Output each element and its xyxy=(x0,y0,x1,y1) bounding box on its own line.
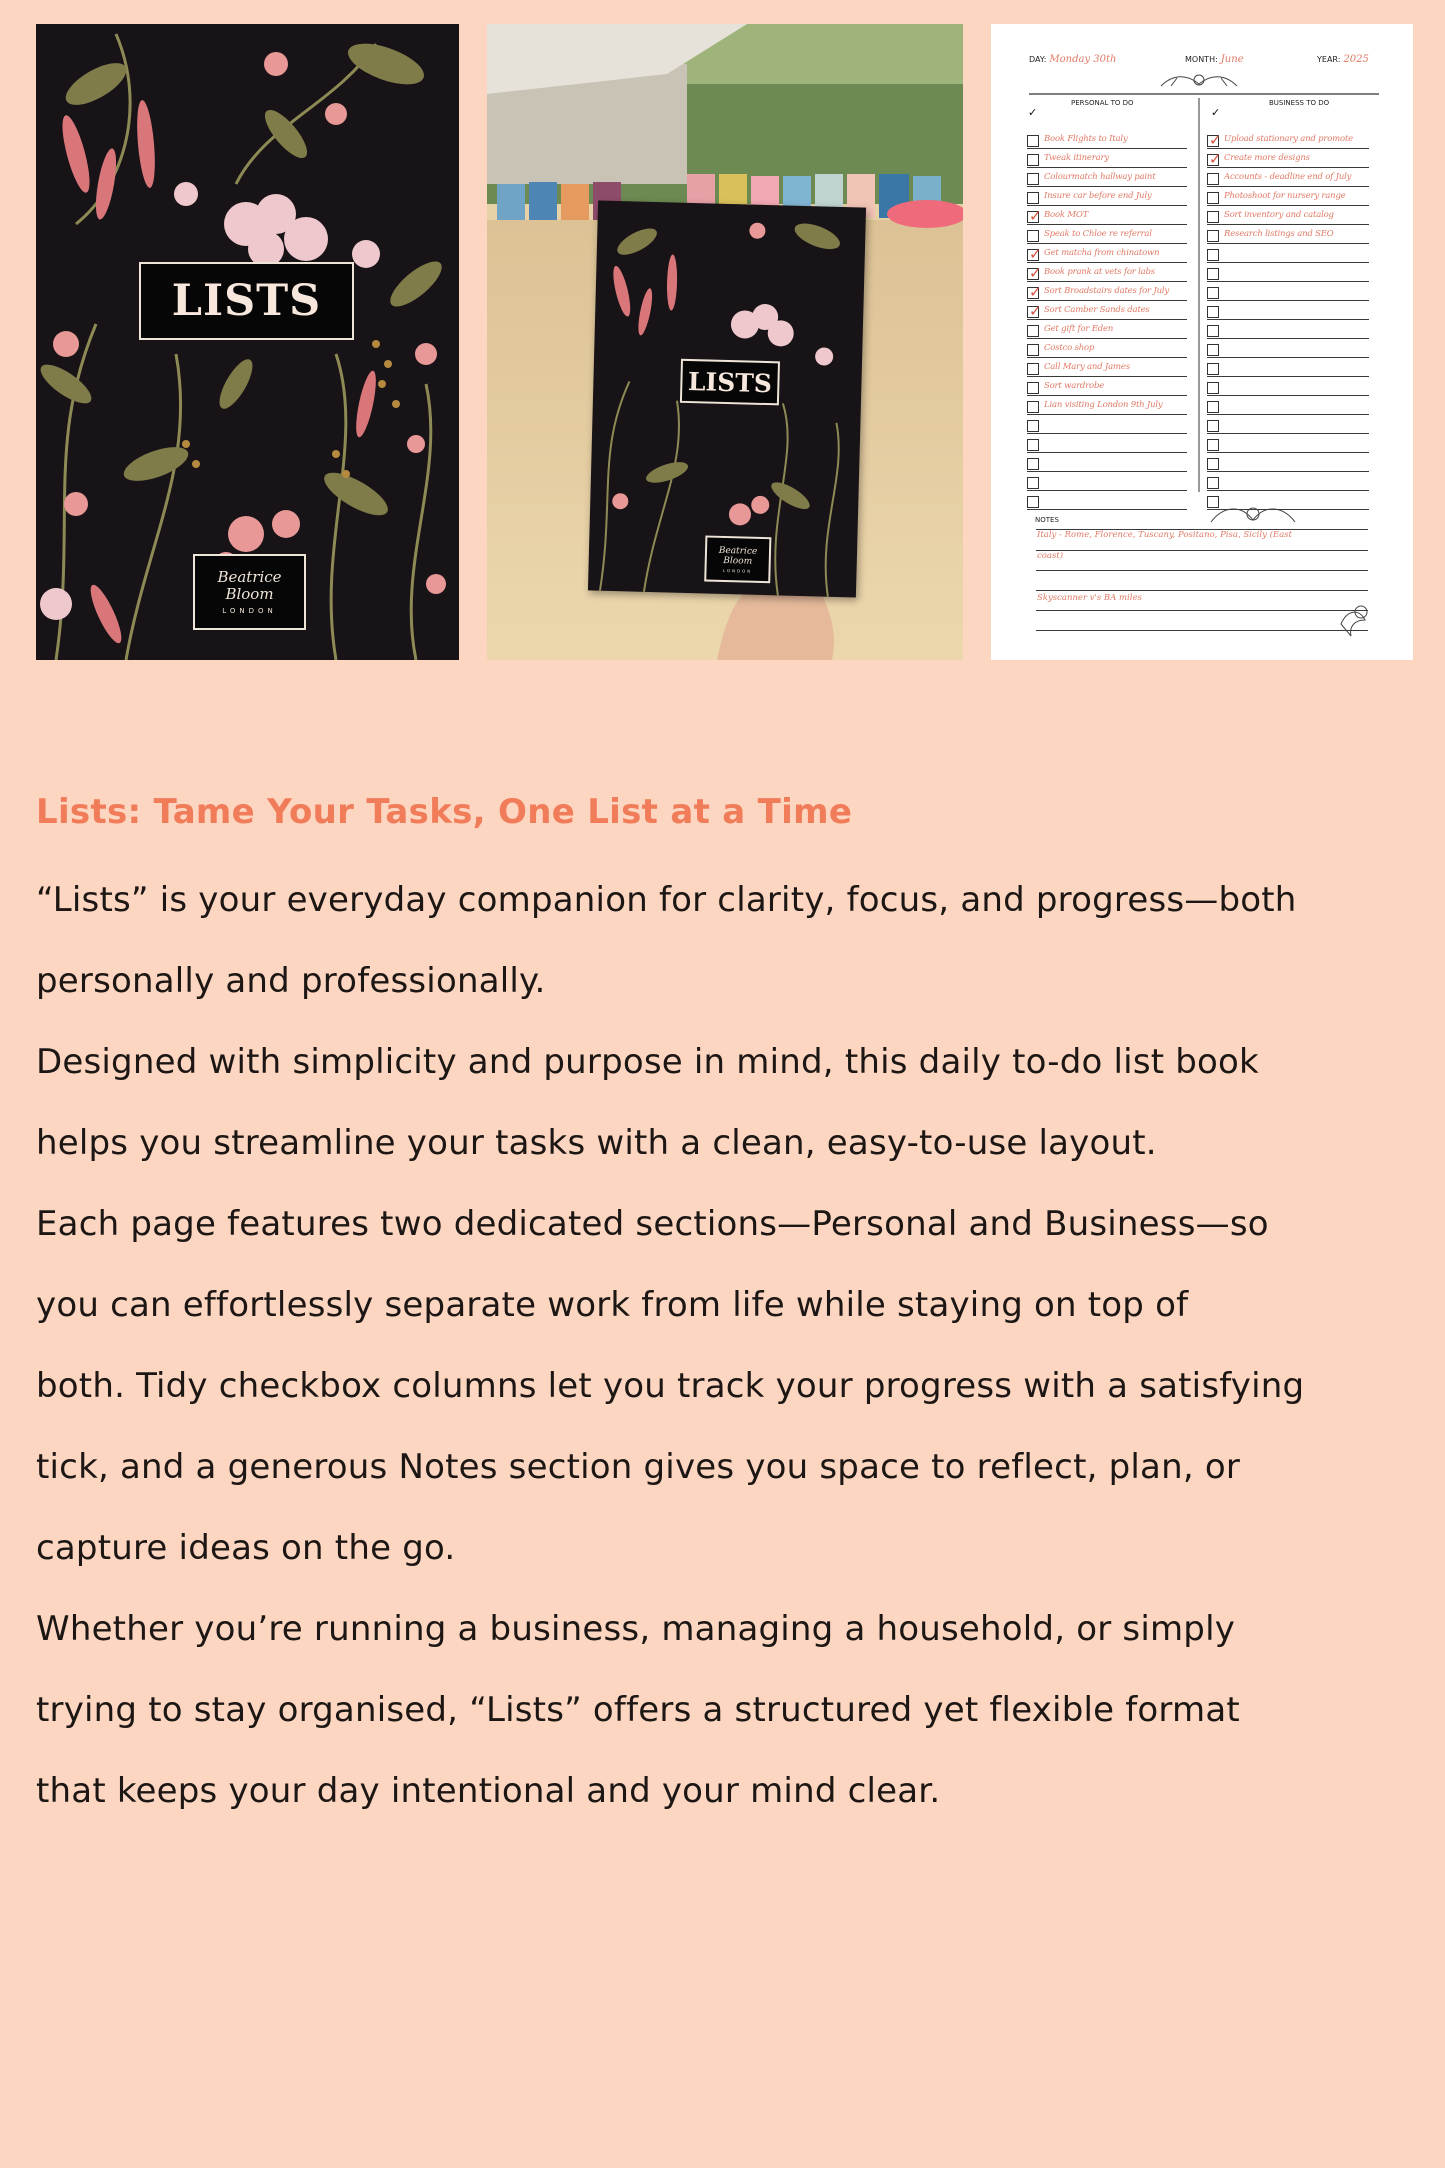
business-item-row xyxy=(1207,282,1369,301)
description-line: Whether you’re running a business, managing a household, or simply xyxy=(36,1609,1236,1649)
business-item-checkbox[interactable] xyxy=(1207,496,1219,508)
personal-item-checkbox[interactable] xyxy=(1027,154,1039,166)
check-icon: ✓ xyxy=(1029,245,1042,263)
business-item-row xyxy=(1207,168,1369,187)
personal-item-row xyxy=(1027,415,1187,434)
personal-header-tick-icon: ✓ xyxy=(1028,106,1038,119)
personal-item-checkbox[interactable] xyxy=(1027,302,1042,320)
personal-item-row xyxy=(1027,434,1187,453)
personal-item-text: Book MOT xyxy=(1044,210,1089,220)
personal-item-row xyxy=(1027,168,1187,187)
description-line: capture ideas on the go. xyxy=(36,1528,456,1568)
business-item-checkbox[interactable] xyxy=(1207,401,1219,413)
brand-logo xyxy=(193,554,306,630)
business-item-checkbox[interactable] xyxy=(1207,477,1219,489)
personal-item-text: Call Mary and James xyxy=(1044,362,1130,372)
personal-item-checkbox[interactable] xyxy=(1027,363,1039,375)
planner-page xyxy=(991,24,1413,660)
personal-item-checkbox[interactable] xyxy=(1027,401,1039,413)
beach-photo xyxy=(487,24,963,660)
description-line: that keeps your day intentional and your mind clear. xyxy=(36,1771,941,1811)
business-item-row xyxy=(1207,453,1369,472)
personal-item-row xyxy=(1027,301,1187,320)
personal-item-checkbox[interactable] xyxy=(1027,344,1039,356)
business-item-checkbox[interactable] xyxy=(1207,382,1219,394)
business-item-checkbox[interactable] xyxy=(1207,131,1222,149)
book-brand-city: LONDON xyxy=(722,567,753,574)
personal-item-row xyxy=(1027,377,1187,396)
business-item-text: Create more designs xyxy=(1224,153,1310,163)
description-line: tick, and a generous Notes section gives you space to reflect, plan, or xyxy=(36,1447,1241,1487)
business-item-checkbox[interactable] xyxy=(1207,439,1219,451)
check-icon: ✓ xyxy=(1029,302,1042,320)
personal-item-checkbox[interactable] xyxy=(1027,192,1039,204)
business-item-row xyxy=(1207,339,1369,358)
business-item-row xyxy=(1207,130,1369,149)
business-item-row xyxy=(1207,206,1369,225)
personal-item-row xyxy=(1027,491,1187,510)
personal-item-row xyxy=(1027,263,1187,282)
business-item-row xyxy=(1207,320,1369,339)
personal-item-row xyxy=(1027,339,1187,358)
personal-item-text: Lian visiting London 9th July xyxy=(1044,400,1163,410)
business-item-checkbox[interactable] xyxy=(1207,287,1219,299)
business-item-checkbox[interactable] xyxy=(1207,173,1219,185)
description-line: you can effortlessly separate work from life while staying on top of xyxy=(36,1285,1189,1325)
personal-item-row xyxy=(1027,149,1187,168)
description-line: trying to stay organised, “Lists” offers a structured yet flexible format xyxy=(36,1690,1240,1730)
personal-item-text: Book prank at vets for labs xyxy=(1044,267,1155,277)
business-item-text: Sort inventory and catalog xyxy=(1224,210,1334,220)
check-icon: ✓ xyxy=(1209,131,1222,149)
notes-rule xyxy=(1036,570,1368,571)
business-item-checkbox[interactable] xyxy=(1207,344,1219,356)
business-item-checkbox[interactable] xyxy=(1207,306,1219,318)
business-item-checkbox[interactable] xyxy=(1207,325,1219,337)
personal-item-checkbox[interactable] xyxy=(1027,245,1042,263)
cover-image xyxy=(36,24,459,660)
personal-item-text: Get gift for Eden xyxy=(1044,324,1114,334)
personal-item-checkbox[interactable] xyxy=(1027,458,1039,470)
business-item-text: Research listings and SEO xyxy=(1224,229,1334,239)
business-item-row xyxy=(1207,358,1369,377)
year-value: 2025 xyxy=(1343,54,1369,65)
personal-item-checkbox[interactable] xyxy=(1027,173,1039,185)
notes-rule xyxy=(1036,550,1368,551)
personal-item-text: Colourmatch hallway paint xyxy=(1044,172,1156,182)
personal-item-row xyxy=(1027,320,1187,339)
product-description xyxy=(36,860,1416,1832)
personal-item-checkbox[interactable] xyxy=(1027,325,1039,337)
description-line: Designed with simplicity and purpose in mind, this daily to-do list book xyxy=(36,1042,1259,1082)
personal-item-checkbox[interactable] xyxy=(1027,283,1042,301)
cover-title-label: LISTS xyxy=(139,262,354,340)
business-item-row xyxy=(1207,377,1369,396)
personal-item-row xyxy=(1027,396,1187,415)
personal-item-row xyxy=(1027,358,1187,377)
brand-name-line2: Bloom xyxy=(225,585,274,603)
check-icon: ✓ xyxy=(1029,264,1042,282)
business-item-row xyxy=(1207,472,1369,491)
description-line: both. Tidy checkbox columns let you track your progress with a satisfying xyxy=(36,1366,1305,1406)
personal-item-checkbox[interactable] xyxy=(1027,496,1039,508)
personal-item-row xyxy=(1027,244,1187,263)
business-section-title: BUSINESS TO DO xyxy=(1269,99,1330,107)
business-item-checkbox[interactable] xyxy=(1207,230,1219,242)
notes-rule xyxy=(1036,590,1368,591)
personal-item-text: Tweak itinerary xyxy=(1044,153,1109,163)
business-item-checkbox[interactable] xyxy=(1207,211,1219,223)
check-icon: ✓ xyxy=(1029,207,1042,225)
notes-rule xyxy=(1036,630,1368,631)
book-brand-line2: Bloom xyxy=(723,555,753,567)
notes-line-1: Italy - Rome, Florence, Tuscany, Positano, Pisa, Sicily (East xyxy=(1037,530,1292,540)
business-item-row xyxy=(1207,434,1369,453)
business-item-text: Photoshoot for nursery range xyxy=(1224,191,1346,201)
business-item-checkbox[interactable] xyxy=(1207,192,1219,204)
personal-item-text: Sort Broadstairs dates for July xyxy=(1044,286,1169,296)
description-line: personally and professionally. xyxy=(36,961,546,1001)
book-brand-logo xyxy=(704,535,771,583)
description-line: helps you streamline your tasks with a clean, easy-to-use layout. xyxy=(36,1123,1157,1163)
description-line: “Lists” is your everyday companion for clarity, focus, and progress—both xyxy=(36,880,1297,920)
personal-item-checkbox[interactable] xyxy=(1027,135,1039,147)
business-item-row xyxy=(1207,225,1369,244)
personal-item-row xyxy=(1027,130,1187,149)
personal-item-row xyxy=(1027,453,1187,472)
notes-rule xyxy=(1036,610,1368,611)
notes-line-2: coast) xyxy=(1037,551,1064,561)
business-item-checkbox[interactable] xyxy=(1207,363,1219,375)
business-item-row xyxy=(1207,244,1369,263)
brand-city: LONDON xyxy=(222,607,277,615)
personal-item-checkbox[interactable] xyxy=(1027,420,1039,432)
personal-item-row xyxy=(1027,225,1187,244)
book-title-label: LISTS xyxy=(680,359,780,406)
business-item-checkbox[interactable] xyxy=(1207,249,1219,261)
business-header-tick-icon: ✓ xyxy=(1211,106,1221,119)
check-icon: ✓ xyxy=(1209,150,1222,168)
description-line: Each page features two dedicated sections—Personal and Business—so xyxy=(36,1204,1269,1244)
business-item-row xyxy=(1207,415,1369,434)
business-item-row xyxy=(1207,149,1369,168)
personal-item-checkbox[interactable] xyxy=(1027,264,1042,282)
business-item-row xyxy=(1207,491,1369,510)
personal-item-text: Book Flights to Italy xyxy=(1044,134,1128,144)
business-item-text: Upload stationary and promote xyxy=(1224,134,1353,144)
business-item-row xyxy=(1207,396,1369,415)
personal-item-checkbox[interactable] xyxy=(1027,207,1042,225)
business-item-checkbox[interactable] xyxy=(1207,420,1219,432)
day-value: Monday 30th xyxy=(1049,54,1117,65)
business-item-checkbox[interactable] xyxy=(1207,268,1219,280)
business-item-checkbox[interactable] xyxy=(1207,458,1219,470)
business-item-row xyxy=(1207,263,1369,282)
year-label: YEAR: xyxy=(1317,55,1341,64)
book-brand-line1: Beatrice xyxy=(718,545,758,557)
business-item-text: Accounts - deadline end of July xyxy=(1224,172,1352,182)
personal-item-text: Speak to Chloe re referral xyxy=(1044,229,1152,239)
book-in-hand xyxy=(588,201,866,598)
month-value: June xyxy=(1220,54,1244,65)
personal-item-checkbox[interactable] xyxy=(1027,230,1039,242)
month-label: MONTH: xyxy=(1185,55,1218,64)
personal-item-text: Sort Camber Sands dates xyxy=(1044,305,1150,315)
personal-item-row xyxy=(1027,187,1187,206)
business-item-checkbox[interactable] xyxy=(1207,150,1222,168)
check-icon: ✓ xyxy=(1029,283,1042,301)
personal-item-row xyxy=(1027,472,1187,491)
personal-section-title: PERSONAL TO DO xyxy=(1071,99,1134,107)
personal-item-checkbox[interactable] xyxy=(1027,382,1039,394)
personal-item-text: Sort wardrobe xyxy=(1044,381,1105,391)
personal-item-row xyxy=(1027,282,1187,301)
notes-line-3: Skyscanner v's BA miles xyxy=(1037,593,1142,603)
business-item-row xyxy=(1207,301,1369,320)
personal-item-text: Insure car before end July xyxy=(1044,191,1152,201)
business-item-row xyxy=(1207,187,1369,206)
personal-item-checkbox[interactable] xyxy=(1027,439,1039,451)
personal-item-text: Costco shop xyxy=(1044,343,1095,353)
product-heading: Lists: Tame Your Tasks, One List at a Time xyxy=(36,792,853,832)
personal-item-text: Get matcha from chinatown xyxy=(1044,248,1160,258)
day-label: DAY: xyxy=(1029,55,1047,64)
personal-item-checkbox[interactable] xyxy=(1027,477,1039,489)
brand-name-line1: Beatrice xyxy=(217,568,282,586)
notes-label: NOTES xyxy=(1035,516,1059,524)
personal-item-row xyxy=(1027,206,1187,225)
